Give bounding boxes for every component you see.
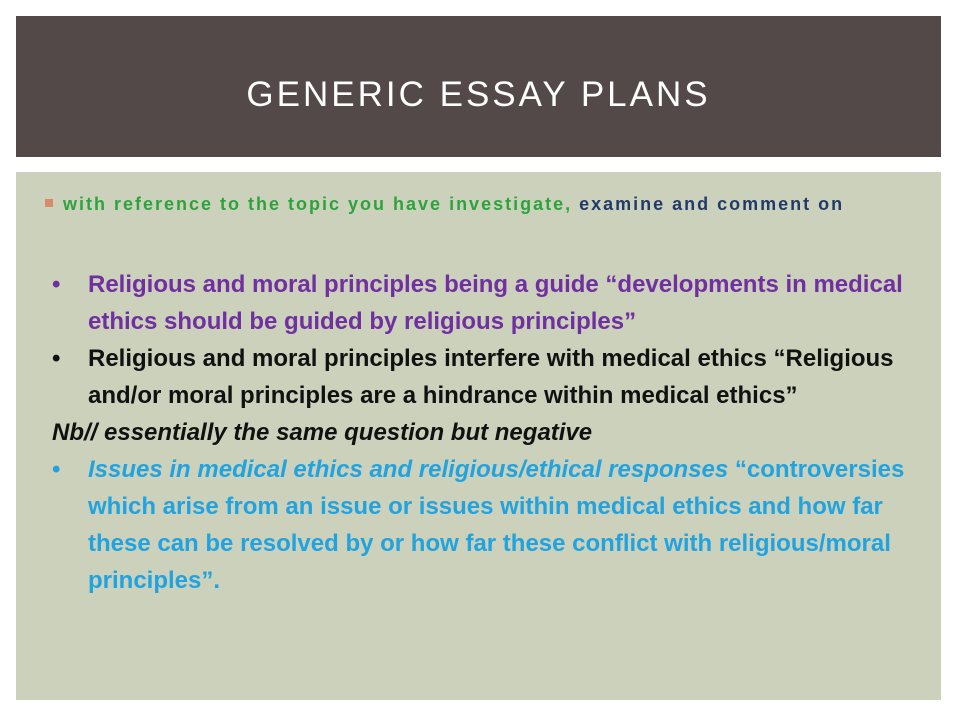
list-item-text: “controversies which arise from an issue or issues within medical ethics and how far these can be resolved by or how far these conflict with religious/moral principles”.	[88, 456, 905, 594]
note-text: Nb// essentially the same question but negative	[52, 419, 593, 446]
list-item-lead: Issues in medical ethics and religious/ethical responses	[88, 456, 729, 483]
page-title: GENERIC ESSAY PLANS	[246, 74, 711, 114]
essay-plan-list	[52, 266, 932, 599]
subheading-part2: examine and comment on	[572, 194, 845, 214]
list-item	[52, 340, 932, 414]
list-item	[52, 266, 932, 340]
square-bullet-icon	[45, 199, 53, 207]
list-item-text: Religious and moral principles interfere with medical ethics “Religious and/or moral principles are a hindrance within medical ethics”	[88, 345, 894, 409]
bullet-dot-icon: •	[52, 271, 61, 298]
subheading-part1: with reference to the topic you have investigate,	[63, 194, 573, 214]
subheading	[63, 188, 923, 221]
bullet-dot-icon: •	[52, 456, 61, 483]
bullet-dot-icon: •	[52, 345, 61, 372]
title-bar	[16, 16, 941, 157]
list-item	[52, 451, 932, 599]
list-item-text: Religious and moral principles being a guide “developments in medical ethics should be guided by religious principles”	[88, 271, 903, 335]
